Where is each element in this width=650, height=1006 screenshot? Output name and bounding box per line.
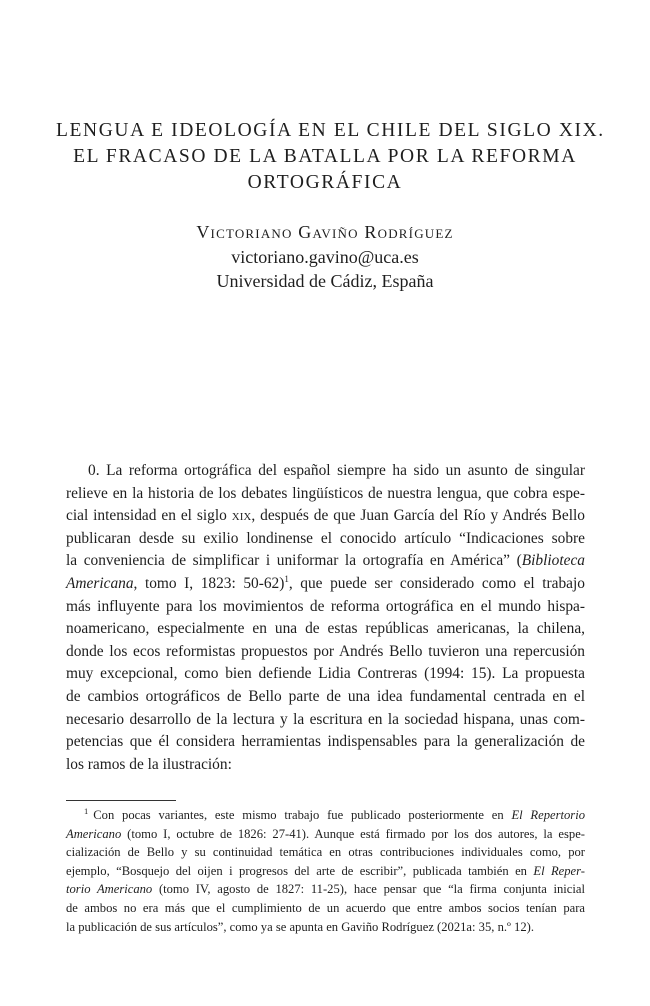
body-line: petencias que él considera herramientas indispensables para la generalización de: [66, 733, 585, 751]
footnote-line: cialización de Bello y su continuidad temática en otras contribuciones individuales como, por: [66, 845, 585, 860]
footnote-text-segment: (tomo IV, agosto de 1827: 11-25), hace pensar que “la firma conjunta inicial: [152, 882, 585, 897]
italic-title: El Reper-: [533, 863, 585, 878]
body-line: noamericano, especialmente en una de estas repúblicas americanas, la chilena,: [66, 620, 585, 638]
century-small-caps: xix: [231, 507, 252, 525]
body-line: relieve en la historia de los debates lingüísticos de nuestra lengua, que cobra espe-: [66, 484, 585, 502]
footnote-line: de ambos no era más que el cumplimiento de un acuerdo que entre ambos socios tenían para: [66, 900, 585, 915]
title-line-2: EL FRACASO DE LA BATALLA POR LA REFORMA: [73, 146, 577, 167]
body-paragraph: [66, 460, 585, 776]
footnote-line: [66, 880, 585, 899]
footnote-line: [66, 825, 585, 844]
title-line-3: ORTOGRÁFICA: [247, 172, 403, 193]
body-line: 0. La reforma ortográfica del español siempre ha sido un asunto de singular: [88, 462, 585, 479]
body-line: publicaran desde su exilio londinense el conocido artículo “Indicaciones sobre: [66, 529, 585, 547]
footnote-text-segment: Con pocas variantes, este mismo trabajo fue publicado posteriormente en: [93, 808, 512, 822]
footnote-reference[interactable]: 1: [284, 573, 289, 584]
footnote-text-segment: (tomo I, octubre de 1826: 27-41). Aunque está firmado por los dos autores, la espe-: [121, 826, 585, 841]
italic-title: Americano: [66, 826, 122, 841]
title-line-1: LENGUA E IDEOLOGÍA EN EL CHILE DEL SIGLO XIX.: [56, 120, 605, 141]
body-text-segment: , tomo I, 1823: 50-62): [133, 574, 285, 592]
body-line: donde los ecos reformistas propuestos por Andrés Bello tuvieron una repercusión: [66, 642, 585, 660]
italic-title: torio Americano: [66, 882, 153, 897]
footnote-text-segment: ejemplo, “Bosquejo del oijen i progresos del arte de escribir”, publicada también en: [66, 863, 534, 878]
author-name: Victoriano Gaviño Rodríguez: [196, 222, 454, 242]
footnote-divider: [66, 800, 176, 801]
body-line: más influyente para los movimientos de reforma ortográfica en el mundo hispa-: [66, 597, 585, 615]
body-text-segment: la conveniencia de simplificar i uniformar la ortografía en América” (: [66, 552, 522, 570]
body-line: [66, 550, 585, 573]
author-block: [56, 220, 594, 294]
body-text-segment: cial intensidad en el siglo: [66, 507, 232, 525]
body-text-segment: , después de que Juan García del Río y Andrés Bello: [251, 507, 585, 525]
author-affiliation: Universidad de Cádiz, España: [216, 271, 434, 291]
footnote: [66, 806, 585, 936]
italic-title: El Repertorio: [511, 808, 585, 822]
italic-title: Americana: [66, 574, 134, 592]
italic-title: Biblioteca: [521, 552, 585, 570]
body-line: muy excepcional, como bien defiende Lidia Contreras (1994: 15). La propuesta: [66, 665, 585, 683]
body-line: necesario desarrollo de la lectura y la escritura en la sociedad hispana, unas com-: [66, 710, 585, 728]
footnote-line: [66, 862, 585, 881]
author-email[interactable]: victoriano.gavino@uca.es: [231, 246, 419, 267]
footnote-line: [66, 806, 585, 825]
footnote-number: 1: [84, 806, 89, 816]
footnote-line: la publicación de sus artículos”, como ya se apunta en Gaviño Rodríguez (2021a: 35, n.º 12).: [66, 919, 534, 934]
body-text-segment: , que puede ser considerado como el trabajo: [288, 574, 585, 592]
article-title: [56, 118, 605, 196]
body-line: de cambios ortográficos de Bello parte de una idea fundamental centrada en el: [66, 687, 585, 705]
body-line: [66, 505, 585, 528]
body-line: [66, 573, 585, 596]
body-line: los ramos de la ilustración:: [66, 755, 232, 773]
